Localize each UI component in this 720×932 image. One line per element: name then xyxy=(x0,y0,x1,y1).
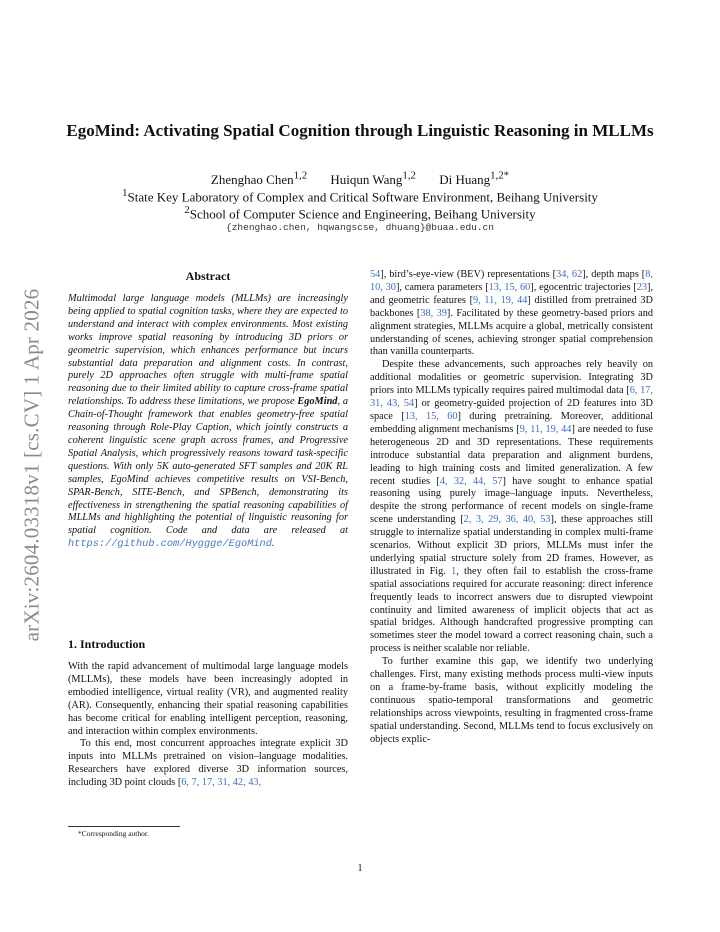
paragraph: To this end, most concurrent approaches integrate explicit 3D inputs into MLLMs pretrained on vision–language modalities. Researchers have explored diverse 3D information sources, including 3D point clouds [6, 7, 17, 31, 42, 43, xyxy=(68,738,348,789)
affiliation: $^1$State Key Laboratory of Complex and Critical Software Environment, Beihang University xyxy=(122,187,598,205)
citation[interactable]: 8, 10, 30 xyxy=(370,269,653,293)
citation[interactable]: 9, 11, 19, 44 xyxy=(473,294,528,306)
paragraph: Despite these advancements, such approaches rely heavily on additional modalities or geometric supervision. Integrating 3D priors into MLLMs typically requires paired multimodal data [6, 17, 31, 43, 54] or geometry-guided projection of 2D features into 3D space [13, 15, 60] during pretraining. Moreover, additional embedding alignment mechanisms [9, 11, 19, 44] are needed to fuse heterogeneous 2D and 3D representations. These requirements introduce substantial data preparation and alignment burdens, leading to high training costs and limited generalization. A few recent studies [4, 32, 44, 57] have sought to enhance spatial reasoning using purely image–language inputs. Nevertheless, despite the strong performance of recent models on single-frame scene understanding [2, 3, 29, 36, 40, 53], these approaches still struggle to internalize spatial understanding in complex multi-frame scenarios. Without explicit 3D priors, MLLMs must infer the underlying spatial structure solely from 2D frames. However, as illustrated in Fig. 1, they often fail to establish the cross-frame spatial associations required for accurate reasoning: direct inference frequently leads to incorrect answers due to disrupted viewpoint continuity and limited awareness of implicit objects that act as spatial bridges. Although handcrafted progressive prompting can sometimes steer the model toward a correct reasoning chain, such a process is neither scalable nor reliable. xyxy=(370,359,654,655)
author: Zhenghao Chen$^{1,2}$ xyxy=(210,170,308,188)
citation[interactable]: 4, 32, 44, 57 xyxy=(439,475,503,487)
code-link[interactable]: https://github.com/Hyggge/EgoMind xyxy=(68,538,272,551)
abstract-heading: Abstract xyxy=(185,269,231,283)
right-column xyxy=(370,269,653,747)
citation[interactable]: 6, 7, 17, 31, 42, 43, xyxy=(181,777,262,789)
paragraph: With the rapid advancement of multimodal large language models (MLLMs), these models have been increasingly adopted in embodied intelligence, virtual reality (VR), and augmented reality (AR). Consequently, enhancing their spatial reasoning capabilities has become critical for enabling intelligent perception, reasoning, and interaction within complex environments. xyxy=(68,661,348,737)
citation[interactable]: 6, 17, 31, 43, 54 xyxy=(370,385,654,410)
method-name: EgoMind xyxy=(297,396,338,408)
author-list xyxy=(0,170,720,188)
paragraph: To further examine this gap, we identify two underlying challenges. First, many existing methods process multi-view inputs on a frame-by-frame basis, without explicitly modeling the continuous spatio-temporal transformations and geometric relationships across viewpoints, resulting in fragmented cross-frame spatial understanding. Second, MLLMs tend to focus exclusively on objects explic- xyxy=(370,656,653,745)
intro-left-column xyxy=(68,661,348,790)
arxiv-id-text: arXiv:2604.03318v1 [cs.CV] 1 Apr 2026 xyxy=(19,288,44,642)
author-emails: {zhenghao.chen, hqwangscse, dhuang}@buaa.edu.cn xyxy=(226,222,494,233)
author: Di Huang$^{1,2*}$ xyxy=(439,170,510,188)
citation[interactable]: 38, 39 xyxy=(420,307,447,319)
citation[interactable]: 54 xyxy=(370,269,381,280)
citation[interactable]: 13, 15, 60 xyxy=(404,410,458,422)
citation[interactable]: 34, 62 xyxy=(556,269,583,280)
paragraph: 54], bird’s-eye-view (BEV) representations [34, 62], depth maps [8, 10, 30], camera parameters [13, 15, 60], egocentric trajectories [23], and geometric features [9, 11, 19, 44] distilled from pretrained 3D backbones [38, 39]. Facilitated by these geometry-based priors and alignment strategies, MLLMs acquire a global, metrically consistent understanding of scenes, achieving stronger spatial comprehension than vanilla counterparts. xyxy=(370,269,654,358)
citation[interactable]: 23 xyxy=(636,281,647,293)
paper-title: EgoMind: Activating Spatial Cognition through Linguistic Reasoning in MLLMs xyxy=(66,121,654,140)
affiliation: $^2$School of Computer Science and Engineering, Beihang University xyxy=(184,204,536,222)
citation[interactable]: 13, 15, 60 xyxy=(488,281,531,293)
footnote: *Corresponding author. xyxy=(78,829,149,838)
figure-reference[interactable]: 1 xyxy=(451,565,457,577)
page-number: 1 xyxy=(357,863,363,874)
footnote-rule xyxy=(68,826,180,827)
section-heading: 1. Introduction xyxy=(68,637,146,651)
author: Huiqun Wang$^{1,2}$ xyxy=(330,170,416,188)
arxiv-identifier xyxy=(18,265,46,665)
abstract-body: Multimodal large language models (MLLMs) are increasingly being applied to spatial cognition tasks, where they are expected to understand and interact with complex environments. Most existing works improve spatial reasoning by introducing 3D priors or geometric supervision, which enhances performance but incurs substantial data preparation and alignment costs. In contrast, purely 2D approaches often struggle with multi-frame spatial reasoning due to their limited ability to capture cross-frame spatial relationships. To address these limitations, we propose EgoMind, a Chain-of-Thought framework that enables geometry-free spatial reasoning through Role-Play Caption, which jointly constructs a coherent linguistic scene graph across frames, and Progressive Spatial Analysis, which progressively reasons toward task-specific questions. With only 5K auto-generated SFT samples and 20K RL samples, EgoMind achieves competitive results on VSI-Bench, SPAR-Bench, SITE-Bench, and SPBench, demonstrating its effectiveness in strengthening the spatial reasoning capabilities of MLLMs and highlighting the potential of linguistic reasoning for spatial cognition. Code and data are released at https://github.com/Hyggge/EgoMind. xyxy=(68,293,349,551)
citation[interactable]: 9, 11, 19, 44 xyxy=(519,423,572,435)
citation[interactable]: 2, 3, 29, 36, 40, 53 xyxy=(463,514,551,526)
